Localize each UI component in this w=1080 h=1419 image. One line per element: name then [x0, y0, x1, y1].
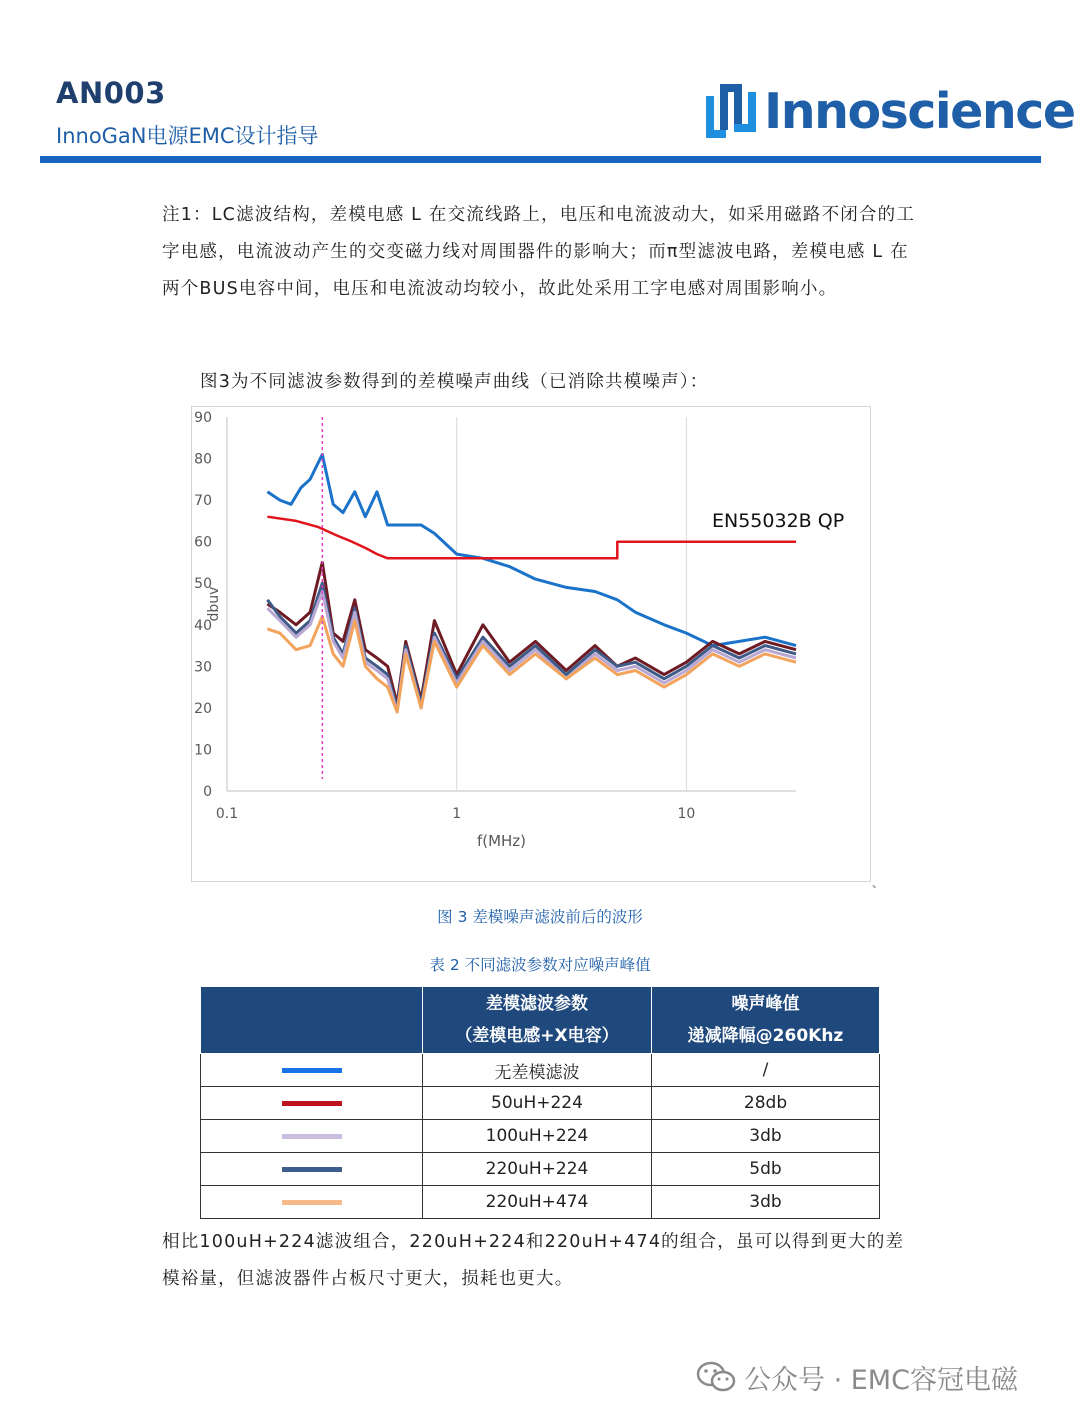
noise-reduction-cell: 3db [652, 1186, 880, 1219]
x-tick-label: 10 [677, 806, 696, 822]
filter-param-cell: 220uH+474 [423, 1186, 652, 1219]
legend-swatch-cell [201, 1186, 423, 1219]
legend-swatch [282, 1101, 342, 1106]
legend-swatch [282, 1068, 342, 1073]
innoscience-logo-icon [704, 82, 758, 140]
table-row [201, 1153, 880, 1186]
table-row [201, 1120, 880, 1153]
noise-chart [192, 407, 870, 881]
noise-reduction-cell: 28db [652, 1087, 880, 1120]
table-header-row [201, 987, 880, 1054]
chart-tail-mark: 、 [872, 876, 885, 890]
y-tick-label: 10 [194, 742, 212, 759]
legend-swatch [282, 1134, 342, 1139]
wechat-watermark [696, 1360, 1018, 1394]
header-legend-cell [201, 987, 423, 1054]
header-param-line1: 差模滤波参数 [486, 994, 588, 1014]
logo-wordmark: Innoscience [764, 82, 1075, 140]
header-reduction-cell [652, 987, 880, 1054]
y-tick-label: 0 [203, 784, 212, 800]
filter-param-cell: 100uH+224 [423, 1120, 652, 1153]
noise-series-line [267, 454, 796, 645]
document-subtitle: InnoGaN电源EMC设计指导 [56, 124, 319, 148]
y-tick-label: 80 [194, 451, 212, 468]
x-tick-label: 1 [452, 806, 462, 822]
x-axis-label: f(MHz) [476, 832, 527, 850]
filter-param-cell: 50uH+224 [423, 1087, 652, 1120]
legend-swatch-cell [201, 1120, 423, 1153]
wechat-icon [696, 1361, 736, 1393]
header-param-cell [423, 987, 652, 1054]
figure-intro-line: 图3为不同滤波参数得到的差模噪声曲线（已消除共模噪声）： [200, 372, 709, 392]
noise-chart-frame [191, 406, 871, 882]
figure-caption: 图 3 差模噪声滤波前后的波形 [437, 908, 643, 926]
noise-series-line [267, 562, 796, 703]
y-tick-label: 90 [194, 410, 212, 426]
limit-label: EN55032B QP [712, 510, 845, 533]
noise-reduction-cell: 3db [652, 1120, 880, 1153]
legend-swatch [282, 1167, 342, 1172]
header-rule [40, 156, 1041, 163]
filter-param-cell: 无差模滤波 [423, 1054, 652, 1087]
note-paragraph: 注1：LC滤波结构，差模电感 L 在交流线路上，电压和电流波动大，如采用磁路不闭合的工字电感，电流波动产生的交变磁力线对周围器件的影响大；而π型滤波电路，差模电感 L 在两个BUS电容中间，电压和电流波动均较小，故此处采用工字电感对周围影响小。 [162, 205, 916, 299]
header-param-line2: （差模电感+X电容） [455, 1026, 619, 1046]
y-tick-label: 20 [194, 700, 212, 717]
header-reduction-line2: 递减降幅@260Khz [687, 1026, 844, 1046]
filter-parameter-table [200, 986, 880, 1219]
legend-swatch-cell [201, 1054, 423, 1087]
noise-reduction-cell: 5db [652, 1153, 880, 1186]
y-axis-label: dbuv [206, 586, 222, 622]
header-reduction-line1: 噪声峰值 [731, 994, 800, 1014]
table-caption: 表 2 不同滤波参数对应噪声峰值 [429, 956, 651, 974]
x-tick-label: 0.1 [215, 806, 239, 822]
filter-param-cell: 220uH+224 [423, 1153, 652, 1186]
y-tick-label: 60 [194, 534, 212, 551]
legend-swatch-cell [201, 1087, 423, 1120]
table-row [201, 1186, 880, 1219]
innoscience-logo [704, 80, 1075, 142]
table-row [201, 1087, 880, 1120]
y-tick-label: 50 [194, 576, 212, 593]
noise-reduction-cell: / [652, 1054, 880, 1087]
legend-swatch-cell [201, 1153, 423, 1186]
legend-swatch [282, 1200, 342, 1205]
footer-text: 公众号 · EMC容冠电磁 [744, 1364, 1018, 1396]
y-tick-label: 40 [194, 617, 212, 634]
y-tick-label: 70 [194, 493, 212, 510]
y-tick-label: 30 [194, 659, 212, 676]
closing-paragraph: 相比100uH+224滤波组合，220uH+224和220uH+474的组合，虽可以得到更大的差模裕量，但滤波器件占板尺寸更大，损耗也更大。 [162, 1232, 905, 1289]
document-id: AN003 [56, 76, 166, 110]
table-row [201, 1054, 880, 1087]
